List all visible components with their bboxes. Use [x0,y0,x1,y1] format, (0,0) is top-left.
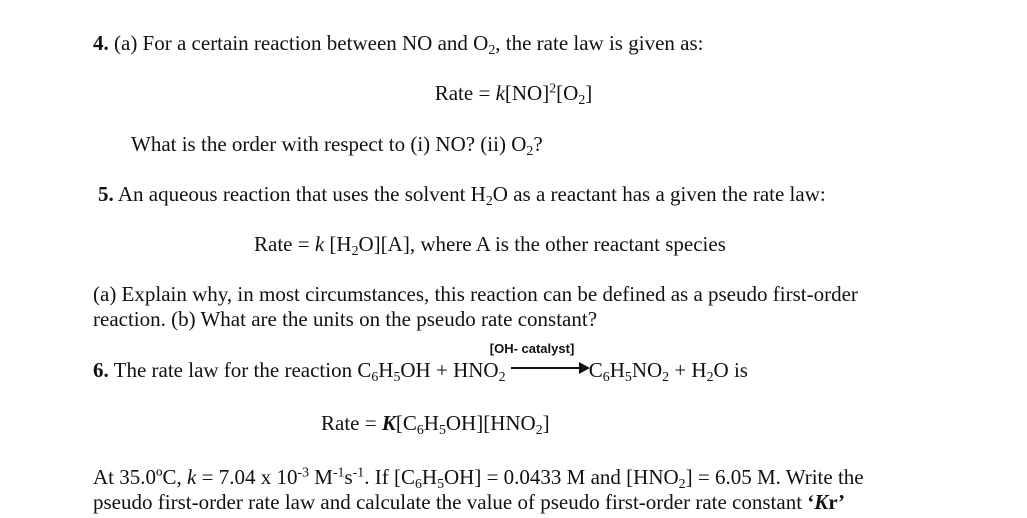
q4-rate-equation [0,81,1027,106]
subscript: 2 [662,368,670,384]
exponent: -3 [297,464,309,480]
equation-text: Rate = [434,81,496,105]
equation-text: Rate = [254,232,315,256]
conditions-text: OH] = 0.0433 M and [HNO [444,465,679,489]
question-text: What is the order with respect to (i) NO? (ii) O [131,132,527,156]
q6-conditions-line-2 [93,490,845,515]
q5-paragraph-line-1: (a) Explain why, in most circumstances, this reaction can be defined as a pseudo first-order [93,282,858,306]
equation-text: H [423,411,439,435]
subscript: 2 [488,41,496,57]
conditions-text: s [344,465,353,489]
q4-intro-text-end: , the rate law is given as: [495,31,704,55]
conditions-text: . If [C [364,465,415,489]
kr-symbol: ‘Kr’ [807,490,846,514]
subscript: 5 [624,368,632,384]
equation-text: ] [585,81,593,105]
subscript: 2 [498,368,506,384]
q5-intro [98,182,826,207]
subscript: 2 [485,192,493,208]
subscript: 2 [526,142,534,158]
equation-text: OH][HNO [445,411,536,435]
subscript: 5 [438,421,446,437]
arrow-head-icon [579,362,590,374]
conditions-text: pseudo first-order rate law and calculate the value of pseudo first-order rate constant [93,490,808,514]
q5-intro-text: An aqueous reaction that uses the solvent H [113,182,486,206]
equation-text: [C [395,411,417,435]
subscript: 2 [535,421,543,437]
subscript: 2 [706,368,714,384]
q4-number: 4. [93,31,109,55]
formula-text: NO [631,358,663,382]
q5-rate-equation [254,232,726,257]
exponent: -1 [332,464,345,480]
subscript: 5 [393,368,401,384]
q6-number: 6. [93,358,109,382]
subscript: 6 [602,368,610,384]
formula-text: + H [669,358,707,382]
reaction-arrow [489,341,589,377]
equation-text: O][A], where A is the other reactant species [358,232,726,256]
q4-intro-text: (a) For a certain reaction between NO and O [114,31,489,55]
conditions-text: M [309,465,333,489]
catalyst-label: [OH- catalyst] [489,341,575,356]
formula-text: H [378,358,394,382]
rate-constant-symbol: K [381,411,396,435]
q6-intro-text: The rate law for the reaction C [108,358,372,382]
rate-constant-symbol: k [187,465,197,489]
formula-text: O is [713,358,748,382]
formula-text: C [588,358,603,382]
q5-paragraph-line-2: reaction. (b) What are the units on the pseudo rate constant? [93,307,598,331]
formula-text: OH + HNO [400,358,499,382]
exponent: 2 [549,80,557,96]
question-text-end: ? [533,132,543,156]
q4-question [131,132,543,157]
conditions-text: ] = 6.05 M. Write the [685,465,864,489]
q4-intro [93,31,703,56]
q6-rate-equation [321,411,550,436]
rate-constant-symbol: k [314,232,325,256]
subscript: 6 [414,475,422,491]
equation-text: [O [556,81,579,105]
conditions-text: H [421,465,438,489]
subscript: 6 [416,421,424,437]
rate-constant-symbol: k [495,81,505,105]
arrow-shaft [511,367,581,369]
subscript: 2 [678,475,686,491]
q5-intro-text-end: O as a reactant has a given the rate law: [492,182,826,206]
subscript: 5 [437,475,445,491]
equation-text: ] [542,411,550,435]
subscript: 6 [371,368,379,384]
conditions-text: = 7.04 x 10 [196,465,298,489]
subscript: 2 [578,91,586,107]
equation-text: Rate = [321,411,382,435]
q6-conditions-line-1 [93,465,864,490]
exponent: -1 [352,464,365,480]
formula-text: H [609,358,625,382]
q5-number: 5. [98,182,114,206]
cropped-previous-line [478,0,778,4]
conditions-text: At 35.0ºC, [93,465,188,489]
equation-text: [H [324,232,352,256]
equation-text: [NO] [504,81,550,105]
q6-reaction-line [93,341,748,384]
subscript: 2 [351,242,359,258]
